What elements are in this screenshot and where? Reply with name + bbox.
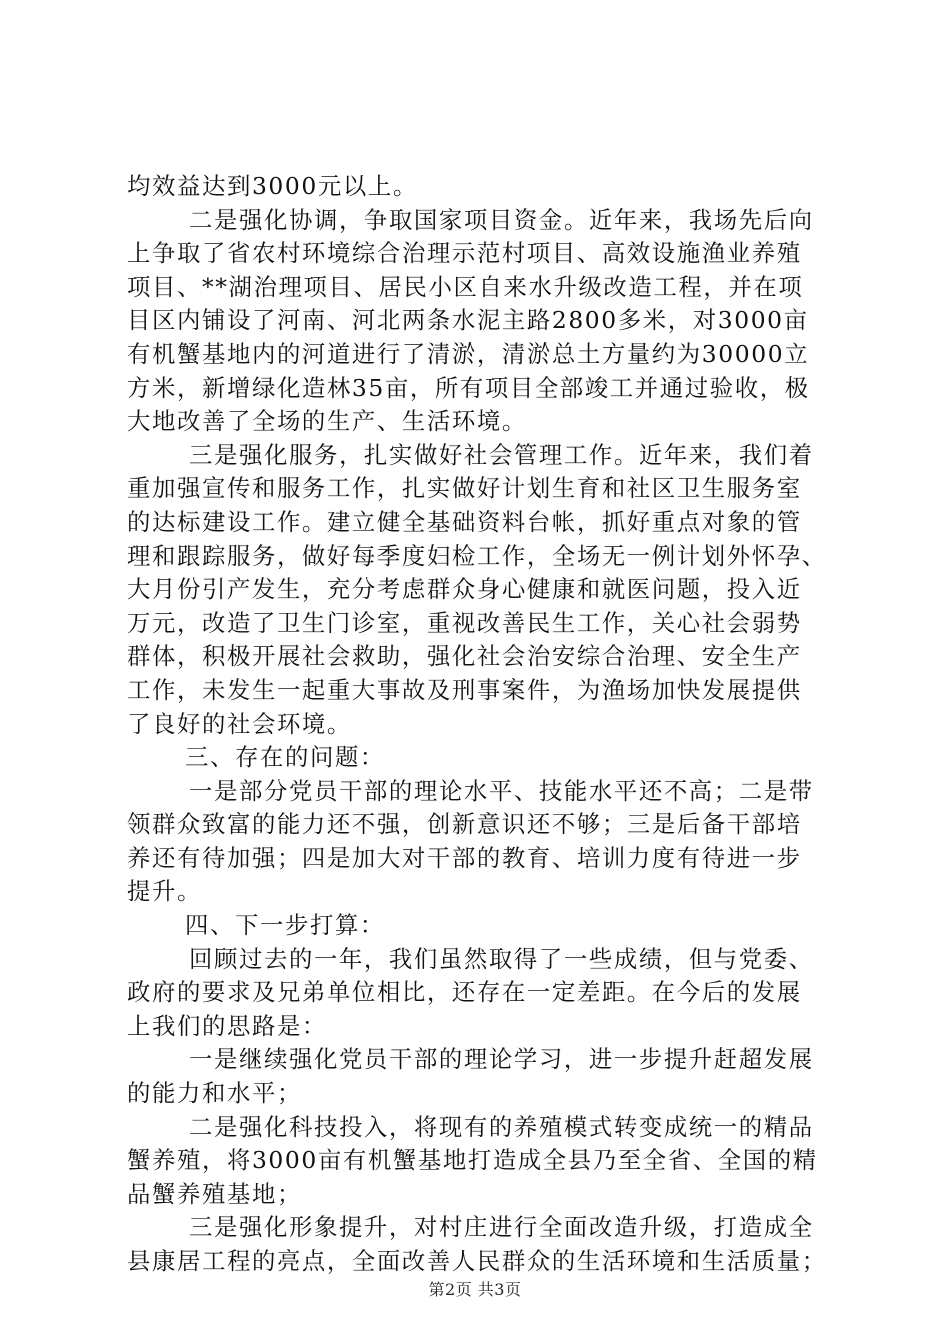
text-line: 理和跟踪服务，做好每季度妇检工作，全场无一例计划外怀孕、: [127, 541, 827, 570]
text-line: 的能力和水平；: [127, 1079, 302, 1108]
text-line: 群体，积极开展社会救助，强化社会治安综合治理、安全生产: [127, 642, 802, 671]
text-line: 三是强化形象提升，对村庄进行全面改造升级，打造成全: [189, 1213, 814, 1242]
text-line: 均效益达到3000元以上。: [127, 172, 418, 200]
text-line: 大月份引产发生，充分考虑群众身心健康和就医问题，投入近: [127, 575, 802, 604]
text-line: 蟹养殖，将3000亩有机蟹基地打造成全县乃至全省、全国的精: [127, 1146, 818, 1175]
document-body: [127, 170, 837, 1279]
text-line: 养还有待加强；四是加大对干部的教育、培训力度有待进一步: [127, 843, 802, 872]
text-line: 有机蟹基地内的河道进行了清淤，清淤总土方量约为30000立: [127, 339, 810, 368]
text-line: 大地改善了全场的生产、生活环境。: [127, 407, 527, 436]
text-line: 领群众致富的能力还不强，创新意识还不够；三是后备干部培: [127, 810, 802, 839]
text-line: 上争取了省农村环境综合治理示范村项目、高效设施渔业养殖: [127, 239, 802, 268]
text-line: 二是强化科技投入，将现有的养殖模式转变成统一的精品: [189, 1112, 814, 1141]
text-line: 县康居工程的亮点，全面改善人民群众的生活环境和生活质量；: [127, 1247, 827, 1275]
section-heading: 四、下一步打算：: [185, 911, 385, 940]
text-line: 回顾过去的一年，我们虽然取得了一些成绩，但与党委、: [189, 944, 814, 973]
text-line: 一是继续强化党员干部的理论学习，进一步提升赶超发展: [189, 1045, 814, 1074]
text-line: 工作，未发生一起重大事故及刑事案件，为渔场加快发展提供: [127, 675, 802, 704]
text-line: 项目、**湖治理项目、居民小区自来水升级改造工程，并在项: [127, 272, 804, 301]
text-line: 目区内铺设了河南、河北两条水泥主路2800多米，对3000亩: [127, 306, 809, 335]
text-line: 一是部分党员干部的理论水平、技能水平还不高；二是带: [189, 776, 814, 805]
text-line: 二是强化协调，争取国家项目资金。近年来，我场先后向: [189, 205, 814, 234]
text-line: 上我们的思路是：: [127, 1011, 327, 1040]
text-line: 万元，改造了卫生门诊室，重视改善民生工作，关心社会弱势: [127, 608, 802, 637]
text-line: 的达标建设工作。建立健全基础资料台帐，抓好重点对象的管: [127, 507, 802, 536]
section-heading: 三、存在的问题：: [185, 743, 385, 772]
text-line: 三是强化服务，扎实做好社会管理工作。近年来，我们着: [189, 440, 814, 469]
text-line: 重加强宣传和服务工作，扎实做好计划生育和社区卫生服务室: [127, 474, 802, 503]
text-line: 政府的要求及兄弟单位相比，还存在一定差距。在今后的发展: [127, 978, 802, 1007]
text-line: 了良好的社会环境。: [127, 709, 352, 738]
text-line: 品蟹养殖基地；: [127, 1179, 302, 1208]
text-line: 方米，新增绿化造林35亩，所有项目全部竣工并通过验收，极: [127, 373, 810, 402]
page-footer: 第2页 共3页: [428, 1280, 522, 1299]
text-line: 提升。: [127, 877, 202, 906]
